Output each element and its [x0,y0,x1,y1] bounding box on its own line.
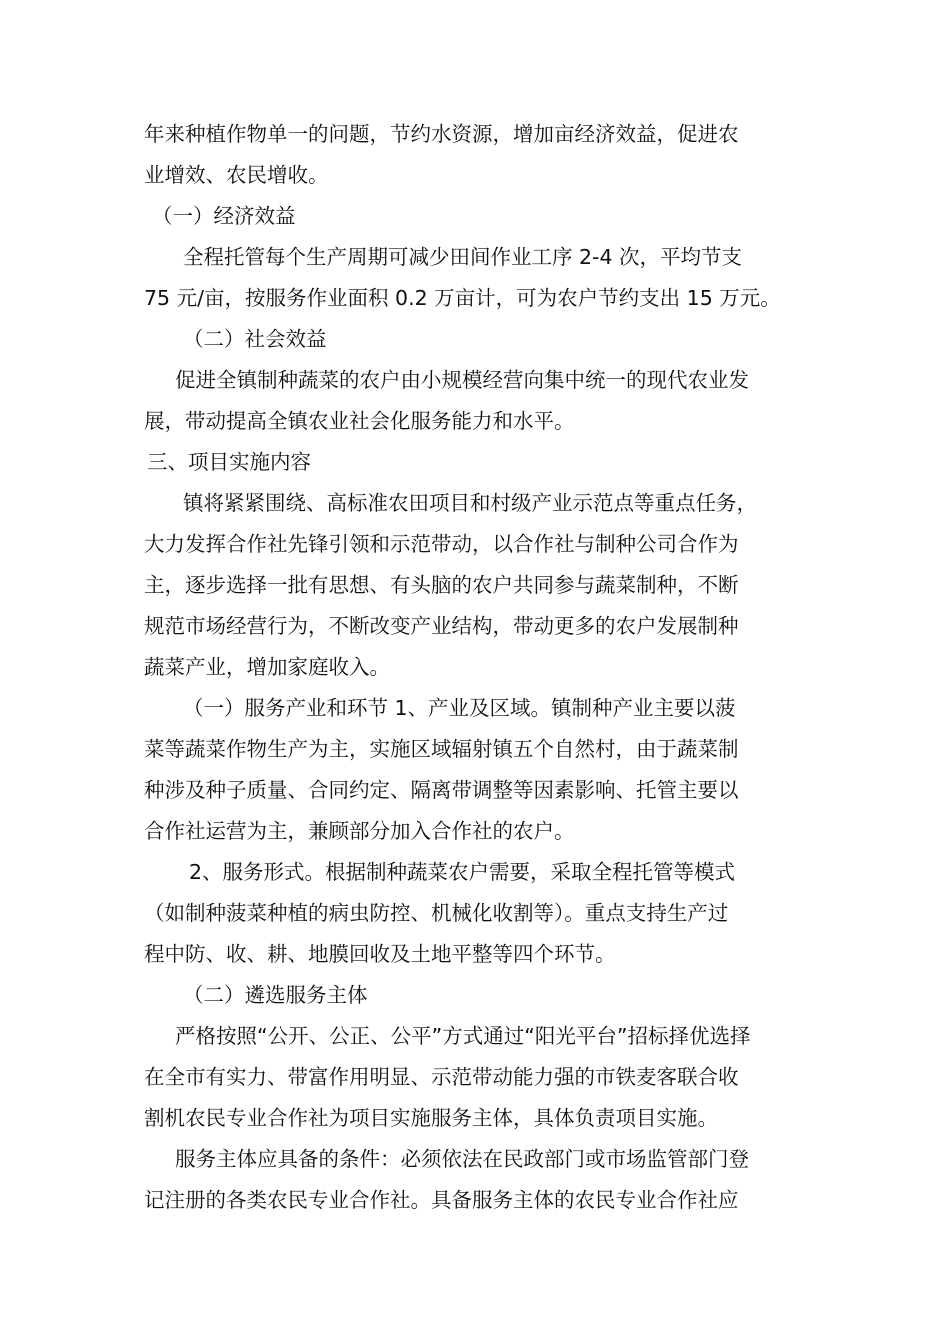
body-text-line: 年来种植作物单一的问题，节约水资源，增加亩经济效益，促进农 [144,122,739,146]
subsection-heading: （二）社会效益 [183,327,327,351]
body-text-line: 菜等蔬菜作物生产为主，实施区域辐射镇五个自然村，由于蔬菜制 [144,737,739,761]
body-text-line: 主，逐步选择一批有思想、有头脑的农户共同参与蔬菜制种，不断 [144,573,739,597]
body-text-line: （如制种菠菜种植的病虫防控、机械化收割等）。重点支持生产过 [144,901,729,925]
body-text-line: 合作社运营为主，兼顾部分加入合作社的农户。 [144,819,575,843]
body-text-line: 在全市有实力、带富作用明显、示范带动能力强的市铁麦客联合收 [144,1065,739,1089]
body-text-line: 蔬菜产业，增加家庭收入。 [144,655,390,679]
body-text-line: 严格按照“公开、公正、公平”方式通过“阳光平台”招标择优选择 [175,1024,751,1048]
body-text-line: 展，带动提高全镇农业社会化服务能力和水平。 [144,409,575,433]
body-text-line: 2、服务形式。根据制种蔬菜农户需要，采取全程托管等模式 [189,860,736,884]
body-text-line: 业增效、农民增收。 [144,163,329,187]
body-text-line: 镇将紧紧围绕、高标准农田项目和村级产业示范点等重点任务， [183,491,757,515]
body-text-line: 程中防、收、耕、地膜回收及土地平整等四个环节。 [144,942,616,966]
subsection-heading: （一）经济效益 [152,204,296,228]
body-text-line: 75 元/亩，按服务作业面积 0.2 万亩计，可为农户节约支出 15 万元。 [144,286,781,310]
body-text-line: 规范市场经营行为，不断改变产业结构，带动更多的农户发展制种 [144,614,739,638]
body-text-line: 种涉及种子质量、合同约定、隔离带调整等因素影响、托管主要以 [144,778,739,802]
body-text-line: 记注册的各类农民专业合作社。具备服务主体的农民专业合作社应 [144,1188,739,1212]
body-text-line: 大力发挥合作社先锋引领和示范带动，以合作社与制种公司合作为 [144,532,739,556]
body-text-line: 割机农民专业合作社为项目实施服务主体，具体负责项目实施。 [144,1106,718,1130]
body-text-line: 全程托管每个生产周期可减少田间作业工序 2-4 次，平均节支 [183,245,743,269]
subsection-heading: （一）服务产业和环节 1、产业及区域。镇制种产业主要以菠 [183,696,736,720]
subsection-heading: （二）遴选服务主体 [183,983,368,1007]
section-heading: 三、项目实施内容 [147,450,311,474]
body-text-line: 服务主体应具备的条件：必须依法在民政部门或市场监管部门登 [175,1147,749,1171]
body-text-line: 促进全镇制种蔬菜的农户由小规模经营向集中统一的现代农业发 [175,368,749,392]
